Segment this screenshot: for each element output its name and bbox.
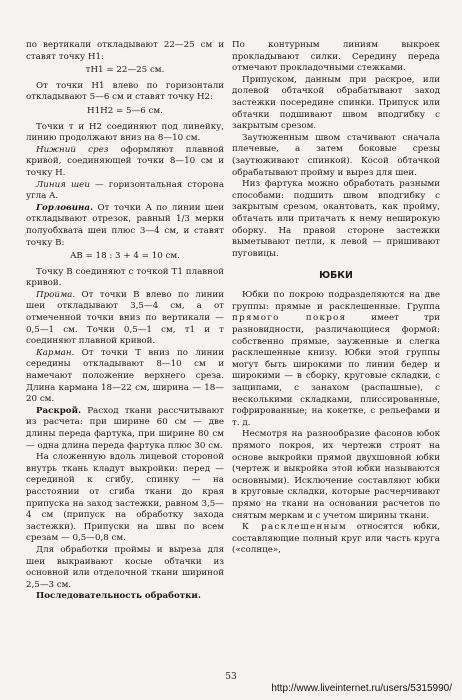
paragraph: [26, 180, 224, 203]
subheading: Последовательность обработки.: [36, 591, 201, 602]
formula: тН1 = 22—25 см.: [85, 65, 165, 76]
formula: AB = 18 : 3 + 4 = 10 см.: [70, 251, 180, 262]
paragraph: От точки H1 влево по горизонтали откладывают 5—6 см и ставят точку H2:: [26, 80, 224, 103]
term-lower-edge: Нижний срез: [36, 144, 109, 155]
paragraph: Низ фартука можно обработать разными способами: подшить швом вподгибку с закрытым срезом, окантовать, как пройму, обтачать или притачать к нему неширокую оборку. На правой стороне застежки выметывают петли, к левой — пришивают пуговицы.: [232, 179, 440, 259]
term-armhole: Пройма.: [36, 289, 76, 300]
left-column: [26, 40, 224, 603]
paragraph: [26, 406, 224, 452]
paragraph-text: Расход ткани рассчитывают из расчета: при ширине 60 см — две длины переда фартука, при ширине 80 см — одна длина переда фартука плюс 30 см.: [26, 405, 224, 451]
paragraph: [232, 290, 440, 429]
paragraph: Точку B соединяют с точкой Т1 плавной кривой.: [26, 266, 224, 289]
paragraph: [26, 203, 224, 249]
section-title: ЮБКИ: [319, 270, 353, 282]
paragraph-text: Юбки по покрою подразделяются на две группы: прямые и расклешенные. Группа: [232, 290, 440, 312]
paragraph: [26, 145, 224, 180]
paragraph-text: От точки B влево по линии шеи откладывают 3,5—4 см, а от отмеченной точки вниз по вертикали — 0,5—1 см. Точки 0,5—1 см, т1 и т соединяют плавной кривой.: [26, 289, 224, 347]
right-column: [232, 40, 440, 557]
term-neck-line: Линия шеи: [36, 179, 90, 190]
term-pocket: Карман.: [36, 347, 75, 358]
paragraph-text: От точки A по линии шеи откладывают отрезок, равный 1/3 мерки полуобхвата шеи плюс 3—4 см, и ставят точку B:: [26, 202, 224, 248]
formula: H1H2 = 5—6 см.: [87, 105, 163, 116]
paragraph-text: От точки Т вниз по линии середины откладывают 8—10 см и намечают положение верхнего среза. Длина кармана 18—22 см, ширина — 18—20 см.: [26, 347, 224, 405]
paragraph: Для обработки проймы и выреза для шеи выкраивают косые обтачки из основной или отделочной ткани шириной 2,5—3 см.: [26, 544, 224, 590]
paragraph-text: относятся юбки, составляющие полный круг или часть круга («солнце»,: [232, 522, 440, 556]
paragraph: Точки т и H2 соединяют под линейку, линию продолжают вниз на 8—10 см.: [26, 121, 224, 144]
term-neckline: Горловина.: [36, 202, 94, 213]
paragraph: Заутюженным швом стачивают сначала плечевые, а затем боковые срезы (заутюживают спинкой). Косой обтачкой обрабатывают пройму и вырез для шеи.: [232, 132, 440, 178]
paragraph: [26, 290, 224, 348]
footer-url: http://www.liveinternet.ru/users/5315990/: [271, 683, 452, 694]
paragraph: Несмотря на разнообразие фасонов юбок прямого покроя, их чертежи строят на основе выкройки прямой двухшовной юбки (чертеж и выкройка этой юбки называются основными). Исключение составляют юбки в круговые складки, которые расчерчивают прямо на ткани на основании расчетов по снятым меркам и с учетом ширины ткани.: [232, 429, 440, 521]
paragraph: На сложенную вдоль лицевой стороной внутрь ткань кладут выкройки: перед — серединой к сгибу, спинку — на расстоянии от сгиба ткани до края припуска на заход застежки, равном 3,5—4 см (припуск на обработку захода застежки). Припуски на швы по всем срезам — 0,5—0,8 см.: [26, 452, 224, 544]
spaced-term: прямого покроя: [232, 313, 347, 324]
page-number: 53: [225, 672, 237, 682]
paragraph: [232, 522, 440, 557]
paragraph: По контурным линиям выкроек прокладывают силки. Середину переда отмечают прокладочными стежками.: [232, 40, 440, 74]
spaced-term: К расклешенным: [242, 522, 347, 533]
paragraph: Припуском, данным при раскрое, или долевой обтачкой обрабатывают заход застежки посередине спинки. Припуск или обтачки подшивают швом вподгибку с закрытым срезом.: [232, 74, 440, 132]
paragraph-text: имеет три разновидности, различающиеся формой: собственно прямые, зауженные и слегка расклешенные книзу. Юбки этой группы могут быть широкими по линии бедер и широкими — в сборку, круговые складки, с защипами, с занахом (распашные), с несколькими складками, плиссированные, гофрированные; на кокетке, с рельефами и т. д.: [232, 313, 440, 428]
paragraph: [26, 348, 224, 406]
paragraph-text: оформляют плавной кривой, соединяющей точки 8—10 см и точку H.: [26, 144, 224, 178]
paragraph-text: — горизонтальная сторона угла A.: [26, 179, 224, 202]
term-cutting: Раскрой.: [36, 405, 82, 416]
paragraph: по вертикали откладывают 22—25 см и ставят точку H1:: [26, 40, 224, 62]
